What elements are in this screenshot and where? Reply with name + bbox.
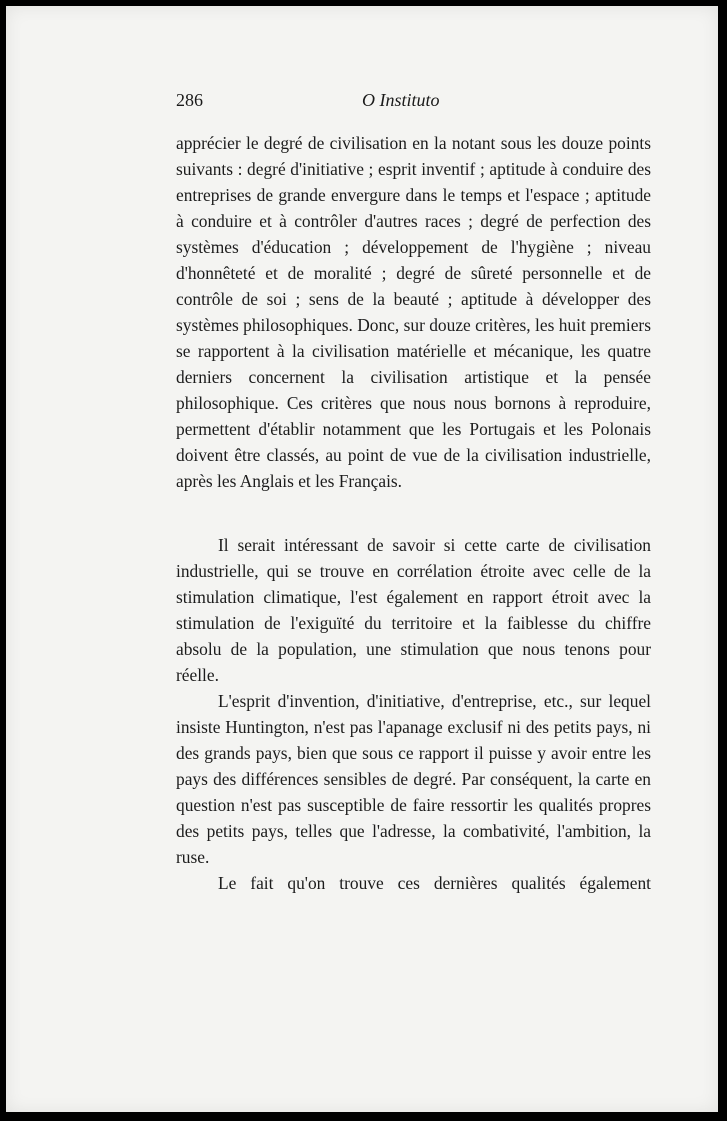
paragraph-3: L'esprit d'invention, d'initiative, d'entreprise, etc., sur lequel insiste Huntington, n'est pas l'apanage exclusif ni des petits pays, ni des grands pays, bien que sous ce rapport il puisse y avoir entre les pays des différences sensibles de degré. Par conséquent, la carte en question n'est pas susceptible de faire ressortir les qualités propres des petits pays, telles que l'adresse, la combativité, l'ambition, la ruse. [176,691,651,867]
page-number: 286 [176,90,203,110]
section-gap [176,494,651,532]
paragraph-4: Le fait qu'on trouve ces dernières qualités également [218,873,651,893]
running-title: O Instituto [362,90,440,110]
paragraph-2: Il serait intéressant de savoir si cette carte de civilisation industrielle, qui se trouve en corrélation étroite avec celle de la stimulation climatique, l'est également en rapport étroit avec la stimulation de l'exiguïté du territoire et la faiblesse du chiffre absolu de la population, une stimulation que nous tenons pour réelle. [176,535,651,685]
paragraph-1: apprécier le degré de civilisation en la notant sous les douze points suivants : degré d'initiative ; esprit inventif ; aptitude à conduire des entreprises de grande envergure dans le temps et l'espace ; aptitude à conduire et à contrôler d'autres races ; degré de perfection des systèmes d'éducation ; développement de l'hygiène ; niveau d'honnêteté et de moralité ; degré de sûreté personnelle et de contrôle de soi ; sens de la beauté ; aptitude à développer des systèmes philosophiques. Donc, sur douze critères, les huit premiers se rapportent à la civilisation matérielle et mécanique, les quatre derniers concernent la civilisation artistique et la pensée philosophique. Ces critères que nous nous bornons à reproduire, permettent d'établir notamment que les Portugais et les Polonais doivent être classés, au point de vue de la civilisation industrielle, après les Anglais et les Français. [176,133,651,491]
book-page [6,6,718,1112]
body-text [176,130,651,896]
